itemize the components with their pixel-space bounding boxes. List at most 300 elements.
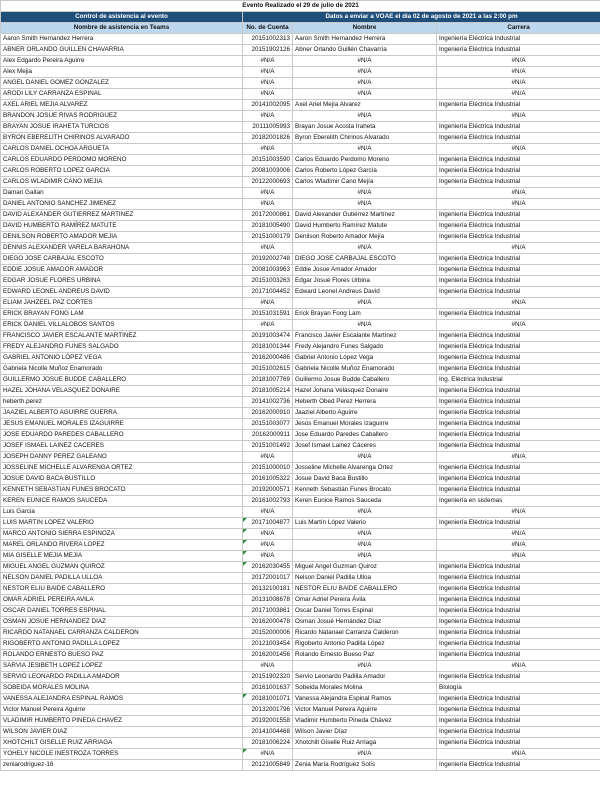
cell-career[interactable]: #N/A [437,661,600,672]
cell-teams-name[interactable]: VANESSA ALEJANDRA ESPINAL RAMOS [1,694,243,705]
cell-name[interactable]: NESTOR ELIU BAIDE CABALLERO [293,584,437,595]
cell-teams-name[interactable]: MAREL ORLANDO RIVERA LOPEZ [1,540,243,551]
cell-account-number[interactable]: #N/A [243,199,293,210]
cell-teams-name[interactable]: JOSE EDUARDO PAREDES CABALLERO [1,430,243,441]
cell-account-number[interactable]: 20131008678 [243,595,293,606]
cell-teams-name[interactable]: NELSON DANIEL PADILLA ULLOA [1,573,243,584]
cell-career[interactable]: #N/A [437,199,600,210]
table-row [1,386,600,397]
cell-career[interactable]: Ingeniería Eléctrica Industrial [437,254,600,265]
cell-teams-name[interactable]: CARLOS EDUARDO PERDOMO MORENO [1,155,243,166]
cell-account-number[interactable]: 20151001492 [243,441,293,452]
cell-career[interactable]: #N/A [437,144,600,155]
cell-name[interactable]: #N/A [293,188,437,199]
cell-account-number[interactable]: 20171004877 [243,518,293,529]
sheet-title[interactable]: Evento Realizado el 29 de julio de 2021 [1,1,600,12]
cell-account-number[interactable]: 20081003006 [243,166,293,177]
cell-career[interactable]: Ingeniería Eléctrica Industrial [437,705,600,716]
cell-teams-name[interactable]: JOSEF ISMAEL LAINEZ CACERES [1,441,243,452]
cell-career[interactable]: Ingeniería Eléctrica Industrial [437,155,600,166]
cell-teams-name[interactable]: OSMAN JOSUE HERNANDEZ DIAZ [1,617,243,628]
cell-name[interactable]: Edgar Josué Flores Urbina [293,276,437,287]
cell-career[interactable]: Ingeniería Eléctrica Industrial [437,287,600,298]
cell-career[interactable]: Ingeniería Eléctrica Industrial [437,276,600,287]
cell-account-number[interactable]: #N/A [243,749,293,760]
cell-career[interactable]: Ingeniería Eléctrica Industrial [437,397,600,408]
cell-name[interactable]: #N/A [293,661,437,672]
cell-teams-name[interactable]: SARVIA JESIBETH LOPEZ LOPEZ [1,661,243,672]
cell-teams-name[interactable]: Aaron Smith Hernandez Herrera [1,34,243,45]
cell-account-number[interactable]: 20181005490 [243,221,293,232]
cell-teams-name[interactable]: RICARDO NATANAEL CARRANZA CALDERON [1,628,243,639]
cell-name[interactable]: #N/A [293,298,437,309]
cell-teams-name[interactable]: WILSON JAVIER DIAZ [1,727,243,738]
cell-name[interactable]: Nelson Daniel Padilla Ulloa [293,573,437,584]
cell-name[interactable]: #N/A [293,78,437,89]
cell-name[interactable]: #N/A [293,452,437,463]
cell-account-number[interactable]: #N/A [243,551,293,562]
cell-account-number[interactable]: 20081003963 [243,265,293,276]
cell-teams-name[interactable]: FREDY ALEJANDRO FUNES SALGADO [1,342,243,353]
cell-teams-name[interactable]: Gabriela Nicolle Muñoz Enamorado [1,364,243,375]
table-row [1,628,600,639]
cell-teams-name[interactable]: BRANDON JOSUE RIVAS RODRIGUEZ [1,111,243,122]
cell-career[interactable]: Ingeniería Eléctrica Industrial [437,221,600,232]
cell-teams-name[interactable]: VLADIMIR HUMBERTO PINEDA CHAVEZ [1,716,243,727]
cell-career[interactable]: #N/A [437,529,600,540]
cell-account-number[interactable]: 20181006224 [243,738,293,749]
cell-teams-name[interactable]: MIGUEL ANGEL GUZMAN QUIROZ [1,562,243,573]
table-row [1,705,600,716]
cell-account-number[interactable]: 20162001456 [243,650,293,661]
cell-name[interactable]: Carlos Eduardo Perdomo Moreno [293,155,437,166]
cell-career[interactable]: Ingeniería Eléctrica Industrial [437,573,600,584]
table-row [1,551,600,562]
cell-career[interactable]: #N/A [437,243,600,254]
cell-career[interactable]: Ingeniería Eléctrica Industrial [437,408,600,419]
cell-account-number[interactable]: 20151902126 [243,45,293,56]
cell-name[interactable]: #N/A [293,551,437,562]
cell-teams-name[interactable]: MARCO ANTONIO SIERRA ESPINOZA [1,529,243,540]
table-row [1,56,600,67]
cell-teams-name[interactable]: SERVIO LEONARDO PADILLA AMADOR [1,672,243,683]
cell-name[interactable]: David Humberto Ramírez Matute [293,221,437,232]
cell-account-number[interactable]: 20151002313 [243,34,293,45]
cell-name[interactable]: Josef Ismael Lainez Cáceres [293,441,437,452]
cell-teams-name[interactable]: XHOTCHILT GISELLE RUIZ ARRIAGA [1,738,243,749]
cell-name[interactable]: Heberth Obed Perez Herrera [293,397,437,408]
cell-teams-name[interactable]: CARLOS WLADIMIR CANO MEJIA [1,177,243,188]
cell-career[interactable]: Ingeniería Eléctrica Industrial [437,485,600,496]
cell-account-number[interactable]: 20162000910 [243,408,293,419]
cell-career[interactable]: Ingeniería Eléctrica Industrial [437,628,600,639]
cell-name[interactable]: #N/A [293,111,437,122]
cell-account-number[interactable]: 20181005214 [243,386,293,397]
cell-account-number[interactable]: 20192001558 [243,716,293,727]
table-row [1,122,600,133]
cell-career[interactable]: Ingeniería Eléctrica Industrial [437,45,600,56]
cell-name[interactable]: Oscar Daniel Torres Espinal [293,606,437,617]
cell-name[interactable]: Vanessa Alejandra Espinal Ramos [293,694,437,705]
cell-name[interactable]: DIEGO JOSE CARBAJAL ESCOTO [293,254,437,265]
cell-account-number[interactable]: 20191003474 [243,331,293,342]
cell-account-number[interactable]: 20172001017 [243,573,293,584]
cell-career[interactable]: Ingeniería Eléctrica Industrial [437,441,600,452]
cell-account-number[interactable]: #N/A [243,188,293,199]
cell-name[interactable]: #N/A [293,540,437,551]
cell-account-number[interactable]: 20151003590 [243,155,293,166]
cell-name[interactable]: #N/A [293,243,437,254]
cell-name[interactable]: #N/A [293,529,437,540]
cell-account-number[interactable]: 20162000911 [243,430,293,441]
cell-teams-name[interactable]: CARLOS ROBERTO LOPEZ GARCIA [1,166,243,177]
cell-account-number[interactable]: 20181001344 [243,342,293,353]
cell-teams-name[interactable]: Victor Manuel Pereira Aguirre [1,705,243,716]
cell-account-number[interactable]: 20171004452 [243,287,293,298]
cell-career[interactable]: Ingeniería Eléctrica Industrial [437,716,600,727]
cell-teams-name[interactable]: Alex Edgardo Pereira Aguirre [1,56,243,67]
cell-name[interactable]: Rigoberto Antonio Padilla López [293,639,437,650]
cell-account-number[interactable]: 20151003263 [243,276,293,287]
cell-teams-name[interactable]: EDDIE JOSUE AMADOR AMADOR [1,265,243,276]
cell-teams-name[interactable]: OSCAR DANIEL TORRES ESPINAL [1,606,243,617]
cell-teams-name[interactable]: BYRON EBERELITH CHIRINOS ALVARADO [1,133,243,144]
table-row [1,177,600,188]
cell-name[interactable]: Jose Eduardo Paredes Caballero [293,430,437,441]
table-row [1,463,600,474]
cell-name[interactable]: Xhotchilt Giselle Ruiz Arriaga [293,738,437,749]
cell-teams-name[interactable]: JAAZIEL ALBERTO AGUIRRE GUERRA [1,408,243,419]
cell-account-number[interactable]: 20192000571 [243,485,293,496]
table-row [1,166,600,177]
cell-account-number[interactable]: 20181001071 [243,694,293,705]
cell-teams-name[interactable]: KENNETH SEBASTIAN FUNES BROCATO [1,485,243,496]
cell-name[interactable]: Josue David Baca Bustillo [293,474,437,485]
cell-career[interactable]: #N/A [437,67,600,78]
cell-name[interactable]: #N/A [293,89,437,100]
cell-career[interactable]: Ingeniería Eléctrica Industrial [437,606,600,617]
cell-teams-name[interactable]: OMAR ADRIEL PEREIRA AVILA [1,595,243,606]
cell-name[interactable]: Gabriela Nicolle Muñoz Enamorado [293,364,437,375]
cell-account-number[interactable]: 20151902320 [243,672,293,683]
cell-career[interactable]: Ingeniería Eléctrica Industrial [437,595,600,606]
cell-teams-name[interactable]: DAVID ALEXANDER GUTIERREZ MARTINEZ [1,210,243,221]
cell-name[interactable]: #N/A [293,67,437,78]
table-row [1,749,600,760]
cell-career[interactable]: #N/A [437,298,600,309]
cell-career[interactable]: Ingeniería Eléctrica Industrial [437,34,600,45]
cell-account-number[interactable]: 20141002095 [243,100,293,111]
cell-teams-name[interactable]: Damari Gaitan [1,188,243,199]
cell-teams-name[interactable]: JOSUE DAVID BACA BUSTILLO [1,474,243,485]
cell-teams-name[interactable]: ROLANDO ERNESTO BUESO PAZ [1,650,243,661]
cell-career[interactable]: Ingeniería Eléctrica Industrial [437,364,600,375]
cell-account-number[interactable]: 20151000010 [243,463,293,474]
cell-name[interactable]: Osman Josué Hernández Díaz [293,617,437,628]
cell-account-number[interactable]: 20121003454 [243,639,293,650]
cell-career[interactable]: #N/A [437,320,600,331]
cell-career[interactable]: #N/A [437,749,600,760]
cell-account-number[interactable]: #N/A [243,89,293,100]
cell-account-number[interactable]: 20162000486 [243,353,293,364]
cell-teams-name[interactable]: DAVID HUMBERTO RAMÍREZ MATUTE [1,221,243,232]
cell-account-number[interactable]: #N/A [243,320,293,331]
cell-career[interactable]: #N/A [437,188,600,199]
cell-teams-name[interactable]: AXEL ARIEL MEJIA ALVAREZ [1,100,243,111]
cell-name[interactable]: Keren Eunice Ramos Sauceda [293,496,437,507]
cell-career[interactable]: Ingeniería Eléctrica Industrial [437,265,600,276]
cell-account-number[interactable]: #N/A [243,67,293,78]
cell-name[interactable]: Axel Ariel Mejía Alvarez [293,100,437,111]
cell-teams-name[interactable]: GUILLERMO JOSUE BUDDE CABALLERO [1,375,243,386]
table-row [1,100,600,111]
cell-teams-name[interactable]: YOHELY NICOLE INESTROZA TORRES [1,749,243,760]
cell-career[interactable]: Ingeniería Eléctrica Industrial [437,353,600,364]
cell-career[interactable]: #N/A [437,111,600,122]
cell-career[interactable]: #N/A [437,452,600,463]
cell-career[interactable]: #N/A [437,56,600,67]
cell-teams-name[interactable]: HAZEL JOHANA VELASQUEZ DONAIRE [1,386,243,397]
cell-account-number[interactable]: 20171003861 [243,606,293,617]
table-row [1,287,600,298]
cell-name[interactable]: Fredy Alejandro Funes Salgado [293,342,437,353]
table-row [1,45,600,56]
table-row [1,144,600,155]
header-career[interactable]: Carrera [437,23,600,34]
cell-name[interactable]: Eddie Josue Amador Amador [293,265,437,276]
cell-name[interactable]: #N/A [293,507,437,518]
cell-teams-name[interactable]: DANIEL ANTONIO SANCHEZ JIMENEZ [1,199,243,210]
cell-name[interactable]: Vladimir Humberto Pineda Chávez [293,716,437,727]
cell-name[interactable]: Jaaziel Alberto Aguirre [293,408,437,419]
cell-name[interactable]: Byron Eberelith Chirinos Alvarado [293,133,437,144]
cell-career[interactable]: Ingeniería Eléctrica Industrial [437,672,600,683]
cell-career[interactable]: Ingeniería Eléctrica Industrial [437,694,600,705]
cell-teams-name[interactable]: RIGOBERTO ANTONIO PADILLA LOPEZ [1,639,243,650]
table-row [1,408,600,419]
cell-career[interactable]: Ingeniería en sistemas [437,496,600,507]
cell-career[interactable]: Ingeniería Eléctrica Industrial [437,727,600,738]
cell-teams-name[interactable]: Alex Mejia [1,67,243,78]
cell-career[interactable]: Ingeniería Eléctrica Industrial [437,760,600,771]
cell-teams-name[interactable]: ERICK DANIEL VILLALOBOS SANTOS [1,320,243,331]
cell-career[interactable]: Biología [437,683,600,694]
cell-career[interactable]: Ingeniería Eléctrica Industrial [437,650,600,661]
table-row [1,529,600,540]
cell-account-number[interactable]: 20161005322 [243,474,293,485]
table-row [1,441,600,452]
cell-name[interactable]: Hazel Johana Velásquez Donaire [293,386,437,397]
cell-career[interactable]: Ingeniería Eléctrica Industrial [437,177,600,188]
cell-account-number[interactable]: 20122000693 [243,177,293,188]
cell-career[interactable]: Ingeniería Eléctrica Industrial [437,166,600,177]
cell-account-number[interactable]: #N/A [243,529,293,540]
cell-account-number[interactable]: #N/A [243,243,293,254]
cell-career[interactable]: Ingeniería Eléctrica Industrial [437,122,600,133]
cell-career[interactable]: Ingeniería Eléctrica Industrial [437,100,600,111]
cell-name[interactable]: #N/A [293,199,437,210]
cell-teams-name[interactable]: ANGEL DANIEL GOMEZ GONZALEZ [1,78,243,89]
cell-teams-name[interactable]: DENILSON ROBERTO AMADOR MEJIA [1,232,243,243]
cell-teams-name[interactable]: ABNER ORLANDO GUILLEN CHAVARRIA [1,45,243,56]
table-row [1,507,600,518]
cell-name[interactable]: Brayan Josue Acosta Iraheta [293,122,437,133]
table-row [1,331,600,342]
cell-teams-name[interactable]: JOSSELINE MICHELLE ALVARENGA ORTEZ [1,463,243,474]
cell-name[interactable]: Luis Martín López Valerio [293,518,437,529]
cell-name[interactable]: Zenia María Rodríguez Solís [293,760,437,771]
cell-teams-name[interactable]: zeniarodriguez-16 [1,760,243,771]
cell-account-number[interactable]: #N/A [243,452,293,463]
cell-account-number[interactable]: 20161001637 [243,683,293,694]
table-row [1,617,600,628]
cell-teams-name[interactable]: FRANCISCO JAVIER ESCALANTE MARTINEZ [1,331,243,342]
cell-career[interactable]: Ingeniería Eléctrica Industrial [437,617,600,628]
cell-account-number[interactable]: 20192002748 [243,254,293,265]
cell-account-number[interactable]: #N/A [243,507,293,518]
group-header-attendance[interactable]: Control de asistencia al evento [1,12,243,23]
cell-career[interactable]: Ingeniería Eléctrica Industrial [437,133,600,144]
cell-name[interactable]: Francisco Javier Escalante Martínez [293,331,437,342]
cell-account-number[interactable]: 20151003077 [243,419,293,430]
header-account-number[interactable]: No. de Cuenta [243,23,293,34]
table-row [1,342,600,353]
cell-name[interactable]: Guillermo Josue Budde Caballero [293,375,437,386]
header-teams-name[interactable]: Nombre de asistencia en Teams [1,23,243,34]
cell-teams-name[interactable]: heberth.perez [1,397,243,408]
cell-teams-name[interactable]: JOSEPH DANNY PEREZ GALEANO [1,452,243,463]
cell-account-number[interactable]: 20172000861 [243,210,293,221]
cell-name[interactable]: Erick Brayan Fong Lam [293,309,437,320]
cell-teams-name[interactable]: DENNIS ALEXANDER VARELA BARAHONA [1,243,243,254]
cell-teams-name[interactable]: NESTOR ELIU BAIDE CABALLERO [1,584,243,595]
cell-account-number[interactable]: #N/A [243,298,293,309]
cell-teams-name[interactable]: ERICK BRAYAN FONG LAM [1,309,243,320]
cell-account-number[interactable]: 20141002736 [243,397,293,408]
table-row [1,760,600,771]
cell-name[interactable]: #N/A [293,320,437,331]
cell-name[interactable]: Jesús Emanuel Morales Izaguirre [293,419,437,430]
cell-teams-name[interactable]: ARODI LILY CARRANZA ESPINAL [1,89,243,100]
cell-career[interactable]: #N/A [437,89,600,100]
cell-name[interactable]: Carlos Wladimir Cano Mejía [293,177,437,188]
cell-account-number[interactable]: 20161002793 [243,496,293,507]
cell-account-number[interactable]: #N/A [243,540,293,551]
cell-teams-name[interactable]: EDWARD LEONEL ANDREUS DAVID [1,287,243,298]
cell-name[interactable]: Sobeida Morales Molina [293,683,437,694]
cell-account-number[interactable]: 20132001796 [243,705,293,716]
cell-career[interactable]: Ingeniería Eléctrica Industrial [437,584,600,595]
cell-account-number[interactable]: 20152000006 [243,628,293,639]
cell-teams-name[interactable]: BRAYAN JOSUE IRAHETA TURCIOS [1,122,243,133]
cell-teams-name[interactable]: EDGAR JOSUE FLORES URBINA [1,276,243,287]
cell-name[interactable]: #N/A [293,144,437,155]
cell-account-number[interactable]: #N/A [243,56,293,67]
cell-teams-name[interactable]: SOBEIDA MORALES MOLINA [1,683,243,694]
cell-career[interactable]: #N/A [437,507,600,518]
cell-career[interactable]: Ingeniería Eléctrica Industrial [437,232,600,243]
cell-teams-name[interactable]: ELIAM JAHZEEL PAZ CORTES [1,298,243,309]
cell-teams-name[interactable]: Luis Garcia [1,507,243,518]
cell-account-number[interactable]: #N/A [243,111,293,122]
cell-career[interactable]: Ing. Eléctrica Industrial [437,375,600,386]
cell-name[interactable]: Gabriel Antonio López Vega [293,353,437,364]
cell-career[interactable]: Ingeniería Eléctrica Industrial [437,210,600,221]
cell-name[interactable]: Carlos Roberto López García [293,166,437,177]
table-row [1,595,600,606]
cell-account-number[interactable]: 20151000179 [243,232,293,243]
cell-name[interactable]: Victor Manuel Pereira Aguirre [293,705,437,716]
cell-career[interactable]: Ingeniería Eléctrica Industrial [437,386,600,397]
cell-name[interactable]: Rolando Ernesto Bueso Paz [293,650,437,661]
cell-teams-name[interactable]: DIEGO JOSE CARBAJAL ESCOTO [1,254,243,265]
cell-name[interactable]: Denilson Roberto Amador Mejía [293,232,437,243]
cell-teams-name[interactable]: CARLOS DANIEL OCHOA ARGUETA [1,144,243,155]
cell-account-number[interactable]: 20151031591 [243,309,293,320]
group-header-voae[interactable]: Datos a enviar a VOAE el día 02 de agosto de 2021 a las 2:00 pm [243,12,600,23]
cell-name[interactable]: Servio Leonardo Padilla Amador [293,672,437,683]
cell-career[interactable]: Ingeniería Eléctrica Industrial [437,430,600,441]
cell-career[interactable]: #N/A [437,78,600,89]
cell-account-number[interactable]: 20162000478 [243,617,293,628]
cell-career[interactable]: Ingeniería Eléctrica Industrial [437,419,600,430]
cell-name[interactable]: Omar Adriel Pereira Ávila [293,595,437,606]
cell-teams-name[interactable]: LUIS MARTIN LOPEZ VALERIO [1,518,243,529]
cell-account-number[interactable]: 20151002615 [243,364,293,375]
table-row [1,243,600,254]
cell-teams-name[interactable]: GABRIEL ANTONIO LÓPEZ VEGA [1,353,243,364]
cell-account-number[interactable]: 20111005993 [243,122,293,133]
cell-account-number[interactable]: 20121005849 [243,760,293,771]
cell-name[interactable]: Aaron Smith Hernandez Herrera [293,34,437,45]
cell-career[interactable]: #N/A [437,540,600,551]
cell-career[interactable]: Ingeniería Eléctrica Industrial [437,639,600,650]
cell-teams-name[interactable]: MIA GISELLE MEJIA MEJIA [1,551,243,562]
cell-account-number[interactable]: 20182001826 [243,133,293,144]
cell-career[interactable]: Ingeniería Eléctrica Industrial [437,342,600,353]
table-row [1,727,600,738]
cell-name[interactable]: #N/A [293,56,437,67]
cell-account-number[interactable]: 20181007769 [243,375,293,386]
cell-career[interactable]: Ingeniería Eléctrica Industrial [437,463,600,474]
cell-career[interactable]: #N/A [437,551,600,562]
cell-name[interactable]: Abner Orlando Guillén Chavarría [293,45,437,56]
cell-name[interactable]: David Alexander Gutiérrez Martínez [293,210,437,221]
cell-career[interactable]: Ingeniería Eléctrica Industrial [437,738,600,749]
cell-account-number[interactable]: #N/A [243,144,293,155]
cell-name[interactable]: Wilson Javier Díaz [293,727,437,738]
cell-name[interactable]: Miguel Angel Guzman Quiroz [293,562,437,573]
header-name[interactable]: Nombre [293,23,437,34]
cell-account-number[interactable]: #N/A [243,78,293,89]
cell-career[interactable]: Ingeniería Eléctrica Industrial [437,331,600,342]
cell-career[interactable]: Ingeniería Eléctrica Industrial [437,474,600,485]
cell-account-number[interactable]: #N/A [243,661,293,672]
cell-name[interactable]: Ricardo Natanael Carranza Calderon [293,628,437,639]
cell-account-number[interactable]: 20132100181 [243,584,293,595]
cell-career[interactable]: Ingeniería Eléctrica Industrial [437,309,600,320]
cell-name[interactable]: Edward Leonel Andreus David [293,287,437,298]
cell-teams-name[interactable]: JESUS EMANUEL MORALES IZAGUIRRE [1,419,243,430]
cell-name[interactable]: Kenneth Sebastián Funes Brocato [293,485,437,496]
cell-teams-name[interactable]: KEREN EUNICE RAMOS SAUCEDA [1,496,243,507]
cell-account-number[interactable]: 20162030455 [243,562,293,573]
cell-name[interactable]: #N/A [293,749,437,760]
cell-account-number[interactable]: 20141004468 [243,727,293,738]
cell-career[interactable]: Ingeniería Eléctrica Industrial [437,518,600,529]
cell-name[interactable]: Josseline Michelle Alvarenga Ortez [293,463,437,474]
cell-career[interactable]: Ingeniería Eléctrica Industrial [437,562,600,573]
